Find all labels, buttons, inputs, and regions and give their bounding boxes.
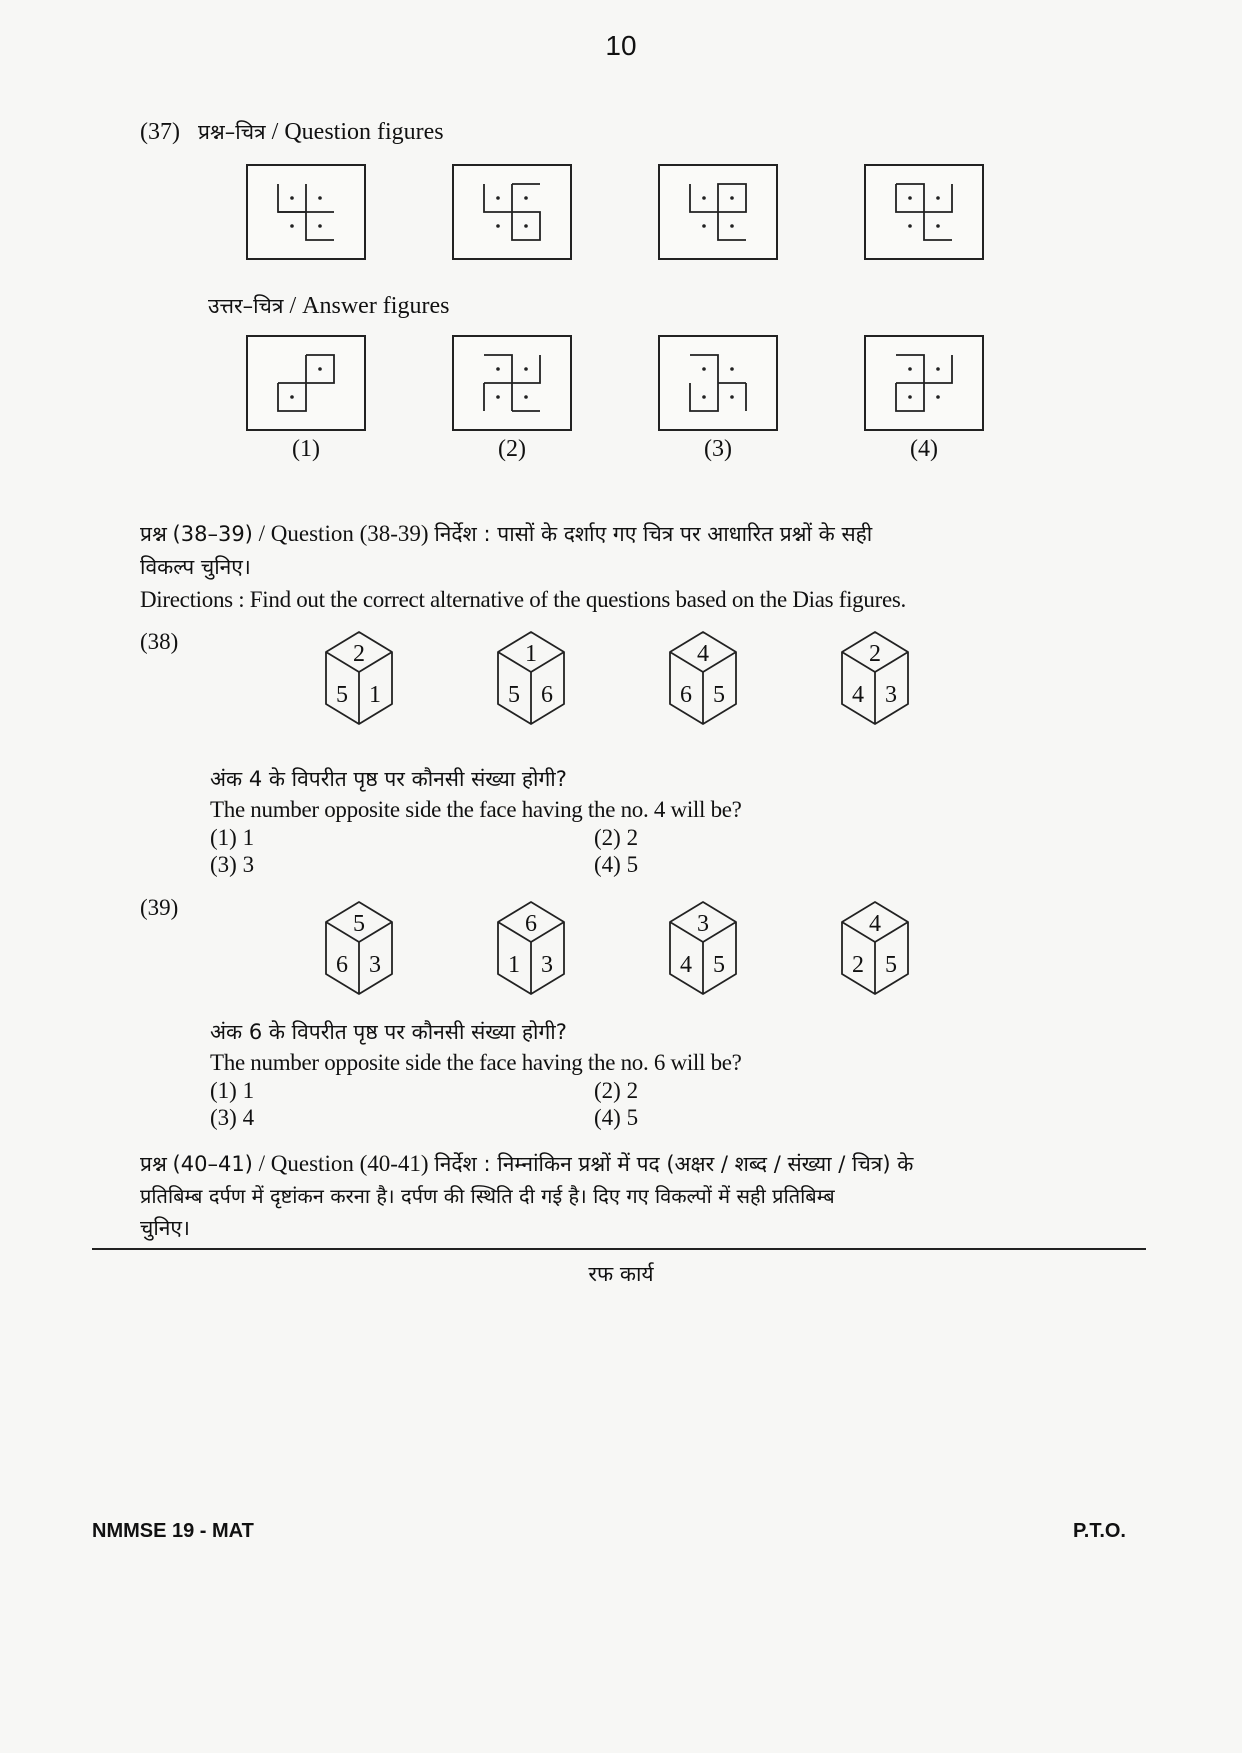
q38-option-3[interactable]: (3) 3	[210, 852, 255, 877]
q39-die-3-right-face: 5	[713, 952, 725, 978]
q40-41-directions-line1	[140, 1150, 913, 1178]
q39-question-hi: अंक 6 के विपरीत पृष्ठ पर कौनसी संख्या होगी?	[210, 1020, 567, 1044]
q39-die-4-drawing	[840, 900, 910, 996]
q38-die-2-left-face: 5	[508, 682, 520, 708]
q38-die-4-right-face: 3	[885, 682, 897, 708]
q38-die-4-top-face: 2	[869, 641, 881, 667]
footer-pto: P.T.O.	[1073, 1520, 1126, 1542]
q39-number: (39)	[140, 895, 179, 920]
q40-41-sep: /	[258, 1151, 266, 1176]
q39-die-3	[668, 900, 738, 996]
q39-die-2-left-face: 1	[508, 952, 520, 978]
q38-39-en: Question (38-39)	[270, 521, 429, 546]
q39-die-2-drawing	[496, 900, 566, 996]
question-figure-3-drawing	[660, 166, 776, 258]
q39-die-1	[324, 900, 394, 996]
q38-question-en: The number opposite side the face having the no. 4 will be?	[210, 797, 742, 822]
q38-die-4-drawing	[840, 630, 910, 726]
q38-39-directions-line1	[140, 520, 872, 548]
q39-option-3[interactable]: (3) 4	[210, 1105, 255, 1130]
question-figure-1-drawing	[248, 166, 364, 258]
answer-option-label-2: (2)	[498, 436, 526, 462]
q37-answer-heading-hi: उत्तर–चित्र	[208, 294, 284, 318]
q39-die-3-drawing	[668, 900, 738, 996]
q38-39-range: (38–39)	[172, 522, 253, 546]
answer-figure-4-drawing	[866, 337, 982, 429]
q38-39-directions-line2: विकल्प चुनिए।	[140, 555, 251, 579]
q39-die-1-left-face: 6	[336, 952, 348, 978]
answer-option-label-1: (1)	[292, 436, 320, 462]
answer-option-label-3: (3)	[704, 436, 732, 462]
q37-question-heading-sep: /	[271, 119, 279, 145]
answer-option-label-4: (4)	[910, 436, 938, 462]
q38-die-1-left-face: 5	[336, 682, 348, 708]
q40-41-directions-line2: प्रतिबिम्ब दर्पण में दृष्टांकन करना है। दर्पण की स्थिति दी गई है। दिए गए विकल्पों में सही प्रतिबिम्ब	[140, 1184, 835, 1208]
q39-die-1-drawing	[324, 900, 394, 996]
q39-option-1[interactable]: (1) 1	[210, 1078, 255, 1103]
q38-die-1-drawing	[324, 630, 394, 726]
answer-figure-4	[864, 335, 984, 431]
q38-die-3-right-face: 5	[713, 682, 725, 708]
q40-41-prefix-hi: प्रश्न	[140, 1152, 167, 1176]
q38-die-2-top-face: 1	[525, 641, 537, 667]
q37-answer-heading-en: Answer figures	[302, 293, 450, 319]
q39-question-en: The number opposite side the face having the no. 6 will be?	[210, 1050, 742, 1075]
q38-option-1[interactable]: (1) 1	[210, 825, 255, 850]
answer-figure-3	[658, 335, 778, 431]
q38-die-1	[324, 630, 394, 726]
q37-question-heading-en: Question figures	[284, 119, 444, 145]
q38-39-directions-en: Directions : Find out the correct alternative of the questions based on the Dias figures.	[140, 587, 906, 612]
q38-die-3	[668, 630, 738, 726]
question-figure-2-drawing	[454, 166, 570, 258]
q38-die-3-drawing	[668, 630, 738, 726]
answer-figure-1-drawing	[248, 337, 364, 429]
q38-die-3-left-face: 6	[680, 682, 692, 708]
q39-option-4[interactable]: (4) 5	[594, 1105, 639, 1130]
q38-option-4[interactable]: (4) 5	[594, 852, 639, 877]
q39-die-2	[496, 900, 566, 996]
q38-die-1-top-face: 2	[353, 641, 365, 667]
footer-code: NMMSE 19 - MAT	[92, 1520, 254, 1542]
q39-die-3-top-face: 3	[697, 911, 709, 937]
q40-41-en: Question (40-41)	[270, 1151, 429, 1176]
q39-option-2[interactable]: (2) 2	[594, 1078, 639, 1103]
q37-answer-heading-sep: /	[289, 293, 297, 319]
q37-question-heading-hi: प्रश्न–चित्र	[197, 120, 266, 144]
question-figure-3	[658, 164, 778, 260]
q37-heading	[140, 118, 444, 146]
q38-39-hi: निर्देश : पासों के दर्शाए गए चित्र पर आधारित प्रश्नों के सही	[434, 522, 873, 546]
q38-question-hi: अंक 4 के विपरीत पृष्ठ पर कौनसी संख्या होगी?	[210, 767, 567, 791]
q39-die-4-top-face: 4	[869, 911, 881, 937]
q38-die-1-right-face: 1	[369, 682, 381, 708]
page-number: 10	[605, 30, 637, 61]
q38-die-2-drawing	[496, 630, 566, 726]
answer-figure-2-drawing	[454, 337, 570, 429]
rough-work-label: रफ कार्य	[588, 1262, 654, 1286]
q38-die-3-top-face: 4	[697, 641, 709, 667]
q38-39-prefix-hi: प्रश्न	[140, 522, 167, 546]
q39-die-4-left-face: 2	[852, 952, 864, 978]
q38-39-sep: /	[258, 521, 266, 546]
question-figure-2	[452, 164, 572, 260]
q37-answer-heading	[208, 292, 449, 320]
q38-number: (38)	[140, 629, 179, 654]
q38-die-4	[840, 630, 910, 726]
q38-die-4-left-face: 4	[852, 682, 864, 708]
q38-die-2-right-face: 6	[541, 682, 553, 708]
answer-figure-1	[246, 335, 366, 431]
q39-die-2-top-face: 6	[525, 911, 537, 937]
q37-number: (37)	[140, 119, 180, 145]
q39-die-4	[840, 900, 910, 996]
q39-die-1-top-face: 5	[353, 911, 365, 937]
question-figure-1	[246, 164, 366, 260]
q39-die-1-right-face: 3	[369, 952, 381, 978]
q39-die-3-left-face: 4	[680, 952, 692, 978]
q39-die-2-right-face: 3	[541, 952, 553, 978]
answer-figure-3-drawing	[660, 337, 776, 429]
q38-option-2[interactable]: (2) 2	[594, 825, 639, 850]
question-figure-4	[864, 164, 984, 260]
q39-die-4-right-face: 5	[885, 952, 897, 978]
question-figure-4-drawing	[866, 166, 982, 258]
rough-work-divider	[92, 1248, 1146, 1250]
answer-figure-2	[452, 335, 572, 431]
q38-die-2	[496, 630, 566, 726]
q40-41-range: (40–41)	[172, 1152, 253, 1176]
q40-41-directions-line3: चुनिए।	[140, 1216, 191, 1240]
q40-41-hi: निर्देश : निम्नांकिन प्रश्नों में पद (अक्षर / शब्द / संख्या / चित्र) के	[434, 1152, 914, 1176]
